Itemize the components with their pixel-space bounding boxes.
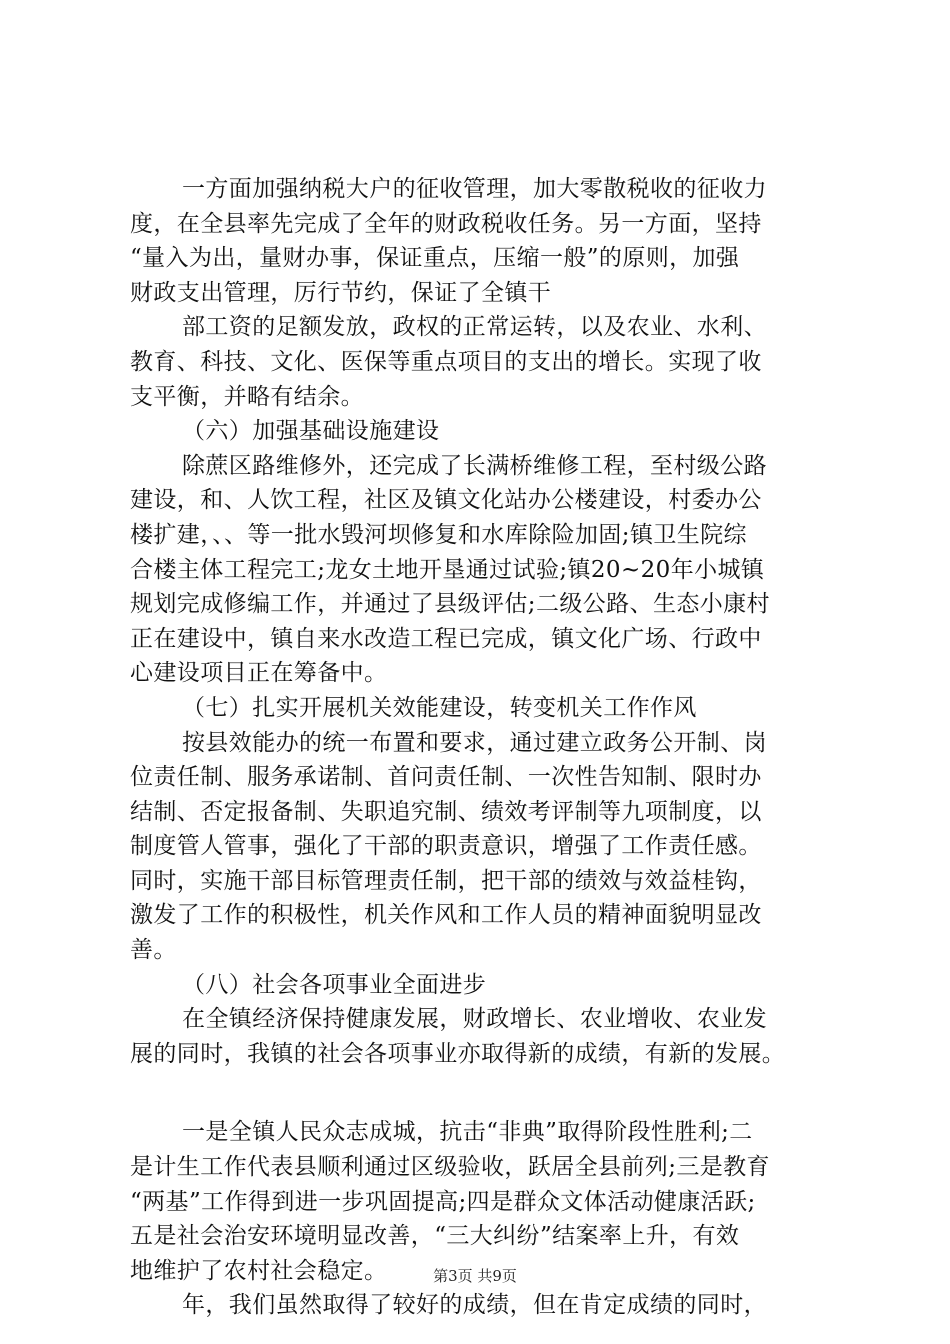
- text-line: 五是社会治安环境明显改善，“三大纠纷”结案率上升，有效: [130, 1223, 740, 1250]
- blank-line: [130, 1071, 830, 1115]
- text-line: 规划完成修编工作，并通过了县级评估;二级公路、生态小康村: [130, 591, 770, 618]
- section-heading-6: （六）加强基础设施建设: [182, 418, 440, 445]
- text-line: 一是全镇人民众志成城，抗击“非典”取得阶段性胜利;二: [182, 1119, 753, 1146]
- text-line: 展的同时，我镇的社会各项事业亦取得新的成绩，有新的发展。: [130, 1040, 786, 1067]
- text-line: 合楼主体工程完工;龙女土地开垦通过试验;镇20~20年小城镇: [130, 556, 765, 583]
- text-line: 楼扩建，、、等一批水毁河坝修复和水库除险加固;镇卫生院综: [130, 521, 747, 548]
- section-heading-8: （八）社会各项事业全面进步: [182, 971, 487, 998]
- text-line: 财政支出管理，厉行节约，保证了全镇干: [130, 279, 552, 306]
- text-line: 年，我们虽然取得了较好的成绩，但在肯定成绩的同时，: [182, 1292, 767, 1319]
- text-line: 正在建设中，镇自来水改造工程已完成，镇文化广场、行政中: [130, 625, 762, 652]
- text-line: 同时，实施干部目标管理责任制，把干部的绩效与效益桂钩，: [130, 867, 762, 894]
- text-line: 一方面加强纳税大户的征收管理，加大零散税收的征收力: [182, 176, 767, 202]
- text-line: 制度管人管事，强化了干部的职责意识，增强了工作责任感。: [130, 833, 762, 860]
- page-footer: [0, 1266, 950, 1286]
- body-text: [130, 172, 830, 1323]
- text-line: 心建设项目正在筹备中。: [130, 660, 388, 687]
- section-heading-7: （七）扎实开展机关效能建设，转变机关工作作风: [182, 694, 697, 721]
- text-line: 结制、否定报备制、失职追究制、绩效考评制等九项制度，以: [130, 798, 762, 825]
- text-line: 除蔗区路维修外，还完成了长满桥维修工程，至村级公路: [182, 452, 767, 479]
- text-line: 在全镇经济保持健康发展，财政增长、农业增收、农业发: [182, 1006, 767, 1033]
- text-line: “量入为出，量财办事，保证重点，压缩一般”的原则，加强: [130, 245, 740, 272]
- page-number-label: 第3页 共9页: [433, 1267, 517, 1285]
- text-line: 是计生工作代表县顺利通过区级验收，跃居全县前列;三是教育: [130, 1154, 770, 1181]
- text-line: 位责任制、服务承诺制、首问责任制、一次性告知制、限时办: [130, 764, 762, 791]
- text-line: 激发了工作的积极性，机关作风和工作人员的精神面貌明显改: [130, 902, 762, 929]
- text-line: “两基”工作得到进一步巩固提高;四是群众文体活动健康活跃;: [130, 1188, 756, 1215]
- text-line: 支平衡，并略有结余。: [130, 383, 364, 410]
- text-line: 教育、科技、文化、医保等重点项目的支出的增长。实现了收: [130, 348, 762, 375]
- text-line: 度，在全县率先完成了全年的财政税收任务。另一方面，坚持: [130, 210, 762, 237]
- text-line: 善。: [130, 937, 177, 964]
- text-line: 部工资的足额发放，政权的正常运转，以及农业、水利、: [182, 314, 767, 341]
- text-line: 建设，和、人饮工程，社区及镇文化站办公楼建设，村委办公: [130, 487, 762, 514]
- text-line: 按县效能办的统一布置和要求，通过建立政务公开制、岗: [182, 729, 767, 756]
- text-line: 地维护了农村社会稳定。: [130, 1257, 388, 1284]
